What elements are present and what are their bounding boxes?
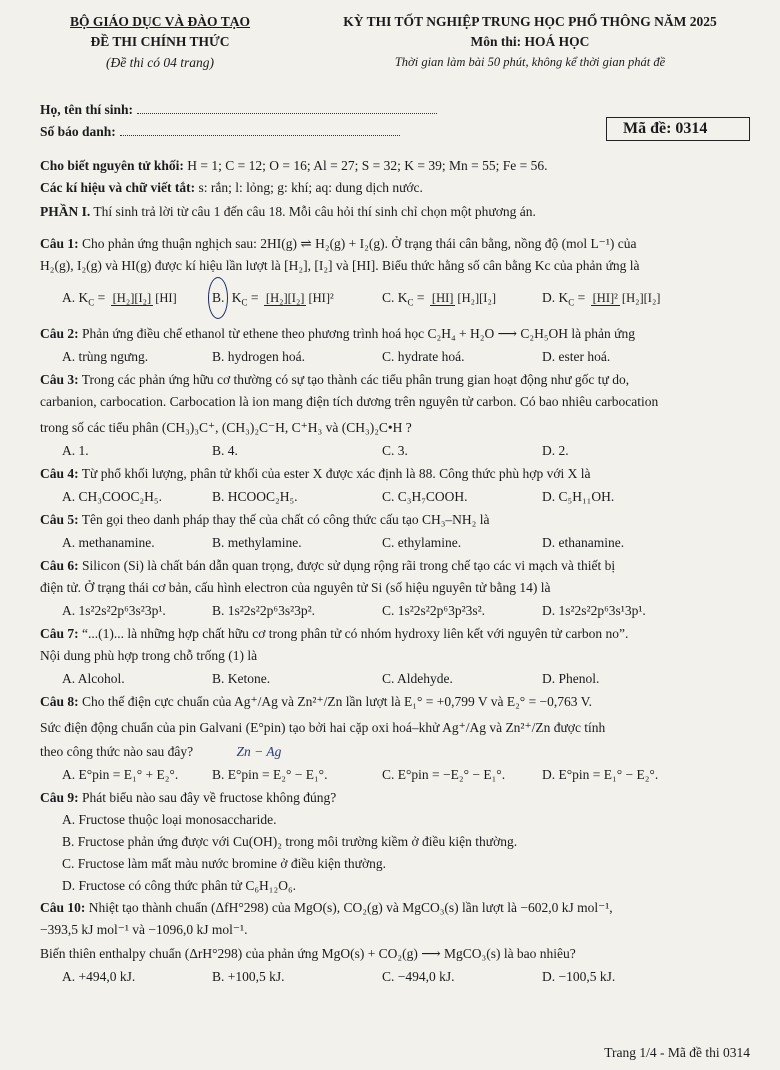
ministry-name: BỘ GIÁO DỤC VÀ ĐÀO TẠO bbox=[70, 14, 250, 29]
q5-option-a[interactable]: A. methanamine. bbox=[62, 534, 155, 550]
question-2-text bbox=[40, 323, 750, 345]
question-6-line2: điện tử. Ở trạng thái cơ bản, cấu hình electron của nguyên tử Si (số hiệu nguyên tử bằng 14) là bbox=[40, 579, 551, 595]
q7-option-a[interactable]: A. Alcohol. bbox=[62, 670, 125, 686]
q1-b-num: [H₂][I₂] bbox=[265, 291, 305, 306]
q10-option-b[interactable]: B. +100,5 kJ. bbox=[212, 968, 285, 984]
question-10-options bbox=[40, 965, 750, 989]
question-7-options bbox=[40, 667, 750, 691]
q1-option-a-letter: A. bbox=[62, 289, 76, 305]
question-4-options bbox=[40, 485, 750, 509]
q1-option-c-letter: C. bbox=[382, 289, 395, 305]
q5-option-d[interactable]: D. ethanamine. bbox=[542, 534, 625, 550]
question-2-label: Câu 2: bbox=[40, 325, 79, 341]
question-3-text bbox=[40, 369, 750, 391]
candidate-name-label: Họ, tên thí sinh: bbox=[40, 102, 134, 117]
q1-b-k-sub: C bbox=[241, 297, 248, 308]
q1-option-c[interactable]: C. $K_C = [HI]$ [H₂][I₂] bbox=[382, 278, 542, 323]
q9-option-a[interactable]: A. Fructose thuộc loại monosaccharide. bbox=[62, 811, 277, 827]
q7-option-d[interactable]: D. Phenol. bbox=[542, 670, 600, 686]
symbols-label: Các kí hiệu và chữ viết tắt: bbox=[40, 180, 196, 195]
question-8-line3 bbox=[40, 741, 750, 763]
question-2 bbox=[40, 323, 750, 369]
question-3-label: Câu 3: bbox=[40, 371, 79, 387]
question-4-label: Câu 4: bbox=[40, 465, 79, 481]
q4-option-b[interactable]: B. HCOOC₂H₅. bbox=[212, 488, 298, 504]
question-4-body: Từ phổ khối lượng, phân tử khối của ester X được xác định là 88. Công thức phù hợp với X là bbox=[78, 465, 591, 481]
q1-option-d[interactable]: D. $K_C = [HI]^2$ [H₂][I₂] bbox=[542, 278, 702, 323]
question-10-line3: Biến thiên enthalpy chuẩn (ΔrH°298) của phản ứng MgO(s) + CO₂(g) ⟶ MgCO₃(s) là bao nhiêu? bbox=[40, 945, 576, 961]
question-7-line1: “...(1)... là những hợp chất hữu cơ trong phân tử có nhóm hydroxy liên kết với nguyên tử carbon no”. bbox=[78, 625, 629, 641]
question-7-label: Câu 7: bbox=[40, 625, 79, 641]
question-5-options bbox=[40, 531, 750, 555]
q6-option-d[interactable]: D. 1s²2s²2p⁶3s¹3p¹. bbox=[542, 602, 646, 618]
question-2-body: Phản ứng điều chế ethanol từ ethene theo phương trình hoá học C₂H₄ + H₂O ⟶ C₂H₅OH là phản ứng bbox=[78, 325, 635, 341]
q9-option-c[interactable]: C. Fructose làm mất màu nước bromine ở điều kiện thường. bbox=[62, 855, 386, 871]
q1-c-fraction bbox=[430, 291, 498, 306]
q1-b-den: [HI]² bbox=[308, 291, 334, 306]
question-2-options bbox=[40, 345, 750, 369]
header-left bbox=[40, 14, 280, 71]
question-6-text bbox=[40, 555, 750, 577]
question-6 bbox=[40, 555, 750, 623]
question-4-text bbox=[40, 463, 750, 485]
q6-option-a[interactable]: A. 1s²2s²2p⁶3s²3p¹. bbox=[62, 602, 166, 618]
q1-option-d-letter: D. bbox=[542, 289, 556, 305]
question-3 bbox=[40, 369, 750, 463]
exam-header bbox=[40, 14, 750, 71]
q1-d-k-sub: C bbox=[568, 297, 575, 308]
q1-option-b[interactable]: B. $K_C = [H_2][I_2]$ [HI]² bbox=[212, 277, 382, 323]
symbols-note bbox=[40, 177, 750, 199]
question-5-text bbox=[40, 509, 750, 531]
q2-option-d[interactable]: D. ester hoá. bbox=[542, 348, 611, 364]
q1-c-num: [HI] bbox=[431, 290, 454, 305]
question-1-label: Câu 1: bbox=[40, 236, 79, 251]
atomic-masses-values: H = 1; C = 12; O = 16; Al = 27; S = 32; K = 39; Mn = 55; Fe = 56. bbox=[183, 158, 548, 173]
q7-option-c[interactable]: C. Aldehyde. bbox=[382, 670, 453, 686]
candidate-id-row bbox=[40, 121, 437, 143]
q3-option-a[interactable]: A. 1. bbox=[62, 442, 89, 458]
q10-option-d[interactable]: D. −100,5 kJ. bbox=[542, 968, 616, 984]
q4-option-d[interactable]: D. C₅H₁₁OH. bbox=[542, 488, 615, 504]
question-7 bbox=[40, 623, 750, 691]
q1-c-k: K bbox=[397, 289, 408, 305]
q6-option-b[interactable]: B. 1s²2s²2p⁶3s²3p². bbox=[212, 602, 316, 618]
question-6-label: Câu 6: bbox=[40, 557, 79, 573]
q9-option-d[interactable]: D. Fructose có công thức phân tử C₆H₁₂O₆. bbox=[62, 877, 297, 893]
question-9-text bbox=[40, 787, 750, 809]
q1-a-k-sub: C bbox=[88, 297, 95, 308]
q8-option-a[interactable]: A. E°pin = E₁° + E₂°. bbox=[62, 766, 179, 782]
question-8-line2: Sức điện động chuẩn của pin Galvani (E°pin) tạo bởi hai cặp oxi hoá–khử Ag⁺/Ag và Zn²⁺/Zn được tính bbox=[40, 719, 606, 735]
header-right bbox=[310, 14, 750, 71]
question-9 bbox=[40, 787, 750, 897]
q1-d-fraction bbox=[591, 291, 663, 306]
question-8-text bbox=[40, 691, 750, 713]
question-9-label: Câu 9: bbox=[40, 789, 79, 805]
q9-option-b[interactable]: B. Fructose phản ứng được với Cu(OH)₂ trong môi trường kiềm ở điều kiện thường. bbox=[62, 833, 518, 849]
q1-b-fraction bbox=[264, 291, 336, 306]
question-8 bbox=[40, 691, 750, 787]
q1-c-k-sub: C bbox=[407, 297, 414, 308]
candidate-name-row bbox=[40, 99, 437, 121]
question-5 bbox=[40, 509, 750, 555]
question-4 bbox=[40, 463, 750, 509]
symbols-values: s: rắn; l: lỏng; g: khí; aq: dung dịch nước. bbox=[195, 180, 423, 195]
q8-option-c[interactable]: C. E°pin = −E₂° − E₁°. bbox=[382, 766, 506, 782]
q1-a-k: K bbox=[78, 289, 89, 305]
question-1-text bbox=[40, 233, 750, 255]
exam-code-box: Mã đề: 0314 bbox=[606, 117, 750, 141]
q2-option-c[interactable]: C. hydrate hoá. bbox=[382, 348, 465, 364]
q1-d-k: K bbox=[558, 289, 569, 305]
page-footer: Trang 1/4 - Mã đề thi 0314 bbox=[604, 1045, 750, 1060]
question-6-options bbox=[40, 599, 750, 623]
q2-option-a[interactable]: A. trùng ngưng. bbox=[62, 348, 149, 364]
candidate-id-label: Số báo danh: bbox=[40, 124, 116, 139]
question-3-line2: carbanion, carbocation. Carbocation là ion mang điện tích dương trên nguyên tử carbon. Có bao nhiêu carbocation bbox=[40, 393, 659, 409]
question-10-line1: Nhiệt tạo thành chuẩn (ΔfH°298) của MgO(s), CO₂(g) và MgCO₃(s) lần lượt là −602,0 kJ mol⁻¹, bbox=[85, 899, 613, 915]
q3-option-c[interactable]: C. 3. bbox=[382, 442, 408, 458]
part-one-label: PHẦN I. bbox=[40, 204, 91, 219]
question-6-line1: Silicon (Si) là chất bán dẫn quan trọng, được sử dụng rộng rãi trong chế tạo các vi mạch và thiết bị bbox=[78, 557, 616, 573]
question-1-line2: H₂(g), I₂(g) và HI(g) được kí hiệu lần lượt là [H₂], [I₂] và [HI]. Biểu thức hằng số cân bằng Kc của phản ứng là bbox=[40, 258, 640, 273]
q1-d-den: [H₂][I₂] bbox=[621, 290, 661, 305]
question-1-line1: Cho phản ứng thuận nghịch sau: 2HI(g) ⇌ H₂(g) + I₂(g). Ở trạng thái cân bằng, nồng độ (mol L⁻¹) của bbox=[78, 236, 637, 251]
q4-option-c[interactable]: C. C₃H₇COOH. bbox=[382, 488, 468, 504]
question-5-label: Câu 5: bbox=[40, 511, 79, 527]
question-7-line2: Nội dung phù hợp trong chỗ trống (1) là bbox=[40, 647, 258, 663]
question-8-line1: Cho thế điện cực chuẩn của Ag⁺/Ag và Zn²⁺/Zn lần lượt là E₁° = +0,799 V và E₂° = −0,763 V. bbox=[78, 693, 593, 709]
q5-option-b[interactable]: B. methylamine. bbox=[212, 534, 302, 550]
candidate-name-field bbox=[137, 113, 437, 114]
question-7-text bbox=[40, 623, 750, 645]
handwritten-note: Zn − Ag bbox=[236, 743, 282, 759]
q6-option-c[interactable]: C. 1s²2s²2p⁶3p²3s². bbox=[382, 602, 486, 618]
part-one-text: Thí sinh trả lời từ câu 1 đến câu 18. Mỗi câu hỏi thí sinh chỉ chọn một phương án. bbox=[90, 204, 536, 219]
question-8-label: Câu 8: bbox=[40, 693, 79, 709]
q8-option-b[interactable]: B. E°pin = E₂° − E₁°. bbox=[212, 766, 328, 782]
exam-time: Thời gian làm bài 50 phút, không kể thời gian phát đề bbox=[394, 55, 666, 69]
question-1 bbox=[40, 233, 750, 323]
q3-option-d[interactable]: D. 2. bbox=[542, 442, 569, 458]
question-10 bbox=[40, 897, 750, 989]
atomic-masses-label: Cho biết nguyên tử khối: bbox=[40, 158, 184, 173]
question-9-body: Phát biểu nào sau đây về fructose không đúng? bbox=[78, 789, 337, 805]
question-8-options bbox=[40, 763, 750, 787]
question-1-options bbox=[40, 277, 750, 323]
q5-option-c[interactable]: C. ethylamine. bbox=[382, 534, 462, 550]
question-3-line1: Trong các phản ứng hữu cơ thường có sự tạo thành các tiểu phân trung gian hoạt động như gốc tự do, bbox=[78, 371, 630, 387]
official-label: ĐỀ THI CHÍNH THỨC bbox=[90, 34, 230, 49]
q1-d-num: [HI]² bbox=[592, 290, 618, 305]
atomic-masses bbox=[40, 155, 750, 177]
question-3-options bbox=[40, 439, 750, 463]
question-10-text bbox=[40, 897, 750, 919]
question-10-label: Câu 10: bbox=[40, 899, 86, 915]
q1-option-a[interactable]: A. $K_C = [H_2][I_2]$ [HI] bbox=[62, 278, 212, 323]
q2-option-b[interactable]: B. hydrogen hoá. bbox=[212, 348, 305, 364]
q3-option-b[interactable]: B. 4. bbox=[212, 442, 238, 458]
q10-option-a[interactable]: A. +494,0 kJ. bbox=[62, 968, 136, 984]
q7-option-b[interactable]: B. Ketone. bbox=[212, 670, 271, 686]
question-5-body: Tên gọi theo danh pháp thay thế của chất có công thức cấu tạo CH₃–NH₂ là bbox=[78, 511, 490, 527]
candidate-id-field bbox=[120, 135, 400, 136]
q4-option-a[interactable]: A. CH₃COOC₂H₅. bbox=[62, 488, 163, 504]
q1-c-den: [H₂][I₂] bbox=[457, 290, 496, 305]
intro bbox=[40, 155, 750, 223]
subject: Môn thi: HOÁ HỌC bbox=[470, 34, 590, 49]
q1-a-den: [HI] bbox=[155, 290, 177, 305]
pages-note: (Đề thi có 04 trang) bbox=[106, 55, 214, 70]
question-10-line2: −393,5 kJ mol⁻¹ và −1096,0 kJ mol⁻¹. bbox=[40, 921, 248, 937]
q1-b-k: K bbox=[231, 290, 242, 305]
question-8-line3-text: theo công thức nào sau đây? bbox=[40, 743, 194, 759]
candidate-block bbox=[40, 99, 750, 143]
q1-a-num: [H₂][I₂] bbox=[112, 290, 152, 305]
exam-title: KỲ THI TỐT NGHIỆP TRUNG HỌC PHỔ THÔNG NĂM 2025 bbox=[343, 14, 717, 29]
q1-a-fraction bbox=[111, 291, 179, 306]
q1-option-b-letter: B. bbox=[208, 277, 228, 319]
part-one bbox=[40, 201, 750, 223]
q10-option-c[interactable]: C. −494,0 kJ. bbox=[382, 968, 455, 984]
question-3-line3: trong số các tiểu phân (CH₃)₃C⁺, (CH₃)₂C⁻H, C⁺H₃ và (CH₃)₂C•H ? bbox=[40, 419, 412, 435]
q8-option-d[interactable]: D. E°pin = E₁° − E₂°. bbox=[542, 766, 659, 782]
